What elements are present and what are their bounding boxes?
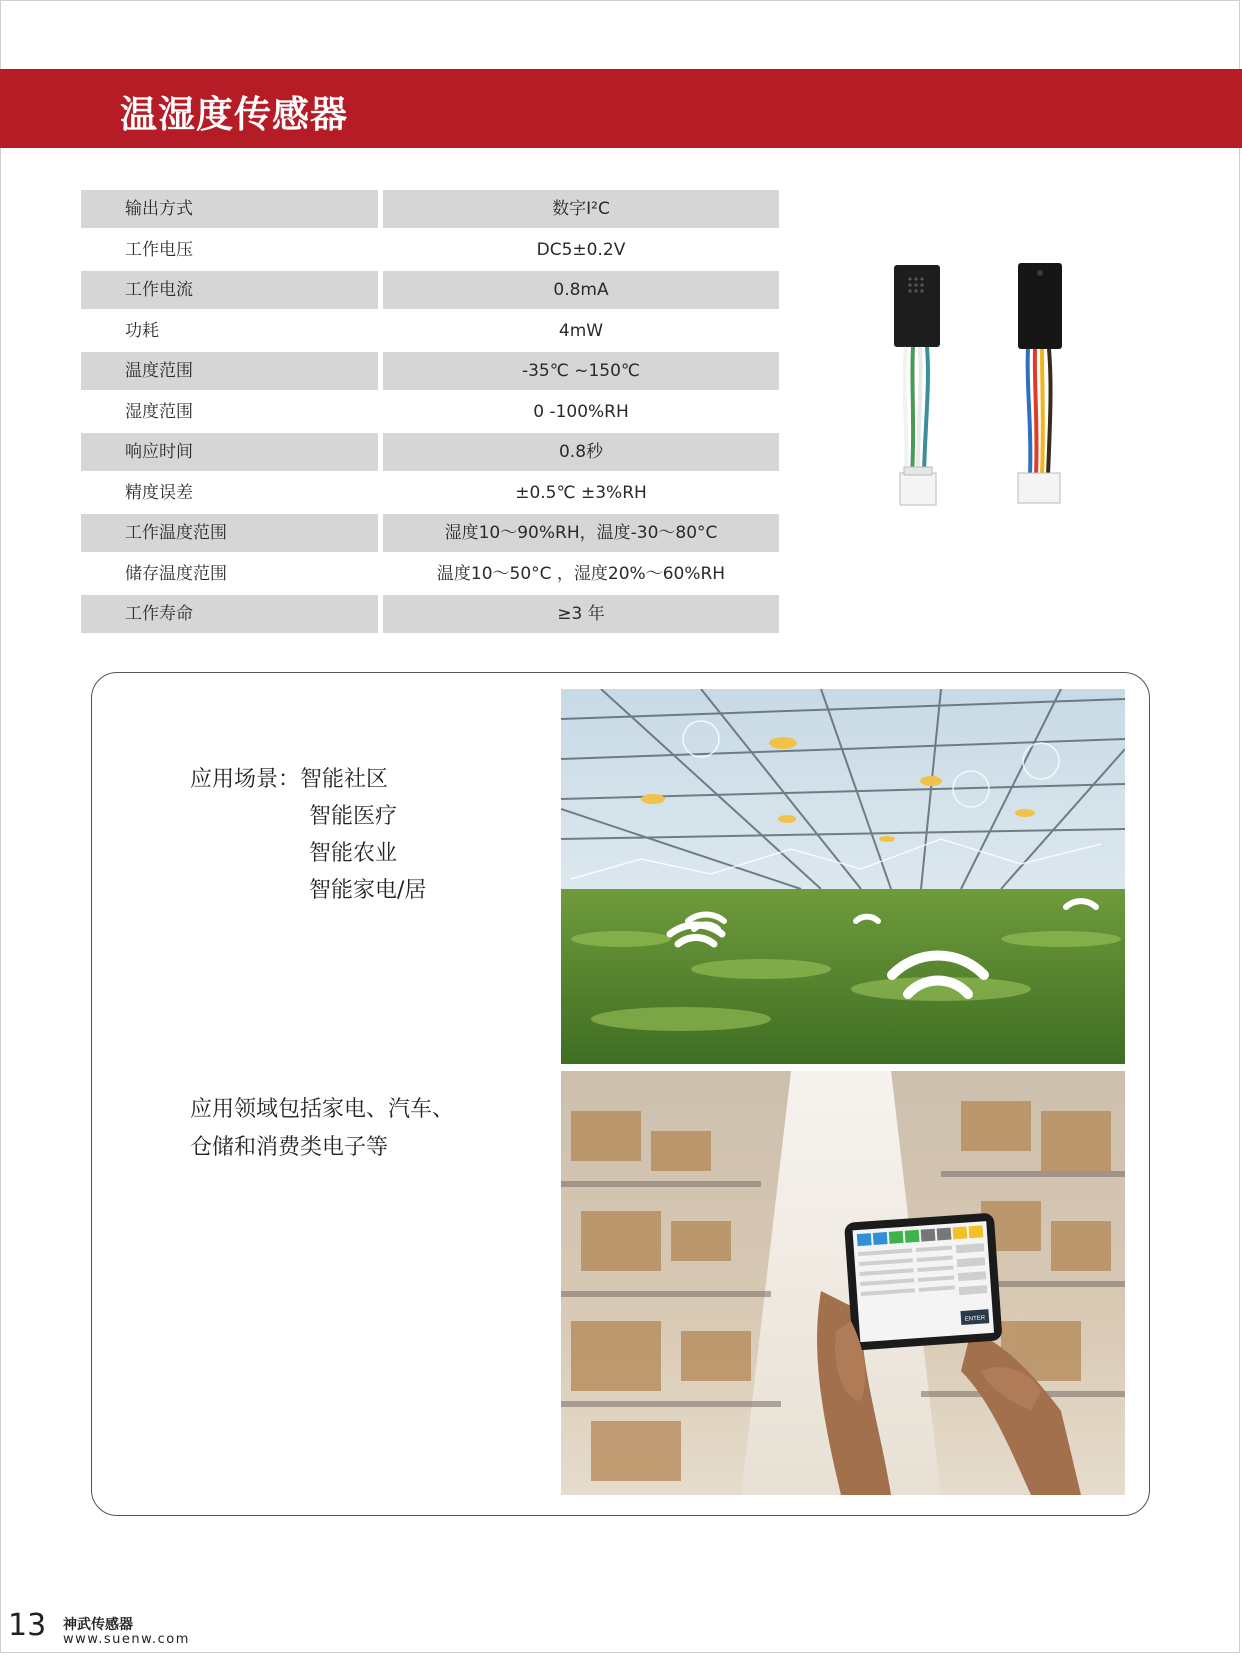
spec-name: 响应时间 xyxy=(81,433,378,471)
spec-row xyxy=(81,190,779,231)
warehouse-photo xyxy=(561,1071,1125,1495)
spec-name: 工作温度范围 xyxy=(81,514,378,552)
spec-row xyxy=(81,514,779,555)
spec-name: 温度范围 xyxy=(81,352,378,390)
spec-row xyxy=(81,312,779,353)
greenhouse-photo xyxy=(561,689,1125,1064)
spec-row xyxy=(81,433,779,474)
spec-row xyxy=(81,352,779,393)
page-title: 温湿度传感器 xyxy=(120,93,348,136)
tablet-enter-label: ENTER xyxy=(964,1315,986,1323)
spec-value: DC5±0.2V xyxy=(536,239,626,260)
spec-value: 0 -100%RH xyxy=(533,401,629,422)
application-fields-text: 应用领域包括家电、汽车、 xyxy=(190,1097,455,1122)
spec-value: 0.8mA xyxy=(383,271,779,309)
spec-value: 温度10～50°C ，湿度20%～60%RH xyxy=(436,563,726,584)
application-scene-item: 智能农业 xyxy=(309,841,398,866)
spec-value: 湿度10～90%RH，温度-30～80°C xyxy=(383,514,779,552)
spec-value: 4mW xyxy=(558,320,604,341)
spec-row xyxy=(81,393,779,434)
spec-name: 储存温度范围 xyxy=(125,563,227,584)
spec-value: 数字I²C xyxy=(383,190,779,228)
application-fields-text: 仓储和消费类电子等 xyxy=(190,1135,389,1160)
spec-row xyxy=(81,271,779,312)
spec-value: ±0.5℃ ±3%RH xyxy=(515,482,647,503)
footer-url: www.suenw.com xyxy=(63,1632,190,1647)
spec-value: ≥3 年 xyxy=(383,595,779,633)
spec-row xyxy=(81,231,779,272)
spec-value: 0.8秒 xyxy=(383,433,779,471)
application-scene-item: 智能家电/居 xyxy=(309,878,427,903)
spec-row xyxy=(81,595,779,636)
spec-value: -35℃ ~150℃ xyxy=(383,352,779,390)
spec-table xyxy=(81,190,779,636)
spec-name: 精度误差 xyxy=(125,482,193,503)
product-photo xyxy=(880,255,1110,555)
application-scene-heading: 应用场景：智能社区 xyxy=(190,767,389,792)
spec-name: 功耗 xyxy=(125,320,159,341)
spec-name: 工作电压 xyxy=(125,239,193,260)
spec-row xyxy=(81,555,779,596)
spec-name: 工作寿命 xyxy=(81,595,378,633)
spec-row xyxy=(81,474,779,515)
spec-name: 湿度范围 xyxy=(125,401,193,422)
application-scene-item: 智能医疗 xyxy=(309,804,398,829)
page-number: 13 xyxy=(8,1608,47,1643)
spec-name: 输出方式 xyxy=(81,190,378,228)
spec-name: 工作电流 xyxy=(81,271,378,309)
footer-brand: 神武传感器 xyxy=(63,1617,133,1633)
